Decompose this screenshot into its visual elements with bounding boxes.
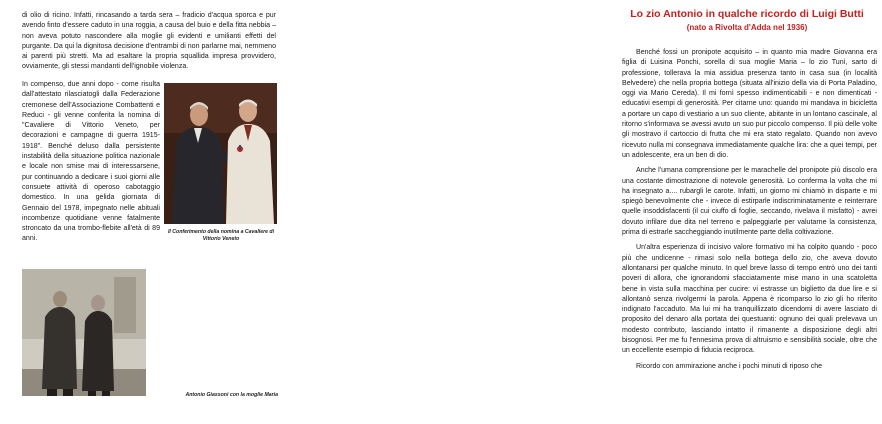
left-paragraph-1: di olio di ricino. Infatti, rincasando a tarda sera – fradicio d'acqua sporca e pur avendo finto d'essere caduto in una roggia, a causa del buio e della fitta nebbia – non aveva potuto nascondere alla moglie gli evidenti e umilianti effetti del purgante. Da qui la dignitosa decisione d'entrambi di non parlarne mai, nemmeno ai parenti più stretti. Ma ad esaltare la propria squallida impresa provvidero, ovviamente, gli stessi mandanti dell'ignobile violenza. xyxy=(22,12,276,71)
body-paragraph: Benché fossi un pronipote acquisito – in quanto mia madre Giovanna era figlia di Luisina Ponchi, sorella di sua moglie Maria – lo zio Tunì, sarto di professione, tollerava la mia assidua presenza tanto in casa sua (in località Belvedere) che nella propria bottega (situata all'inizio della via di Porta Paladino, oggi via Mario Cereda). Il mi fornì spesso indimenticabili - e non dimenticati - educativi esempi di generosità. Per citarne uno: quando mi mandava in bicicletta a portare un capo di vestiario a un suo cliente, abitante in un lontano cascinale, al ritorno s'informava se avessi avuto un suo pur piccolo compenso. Il più delle volte gli mostravo il cartoccio di frutta che mi era stato regalato. Quando non avevo ricevuto nulla mi consegnava immediatamente qualche lira: che a quei tempi, per un adolescente, era un ben di dio. xyxy=(622,49,877,159)
left-page xyxy=(0,0,300,424)
left-paragraph-2: In compenso, due anni dopo - come risulta dall'attestato rilasciatogli dalla Federazione cremonese dell'Associazione Combattenti e Reduci - gli venne conferita la nomina di "Cavaliere di Vittorio Veneto, per decorazioni e campagne di guerra 1915-1918". Benché deluso dalla persistente instabilità della situazione politica nazionale e locale non smise mai di interessarsene, pur continuando a dedicare i suoi giorni alle consuete attività di operoso cabotaggio domestico. In una gelida giornata di Gennaio del 1978, impegnato nelle abituali incombenze quotidiane venne fatalmente stroncato da una trombo-flebite all'età di 89 anni. xyxy=(22,81,160,243)
body-paragraph: Un'altra esperienza di incisivo valore formativo mi ha colpito quando - poco più che undicenne - rimasi solo nella bottega dello zio, che aveva dovuto allontanarsi per qualche minuto. In quel breve lasso di tempo entrò uno dei tanti poveri di allora, che ignorandomi sfacciatamente mise mano in una scatoletta bene in vista sulla macchina per cucire: vi estrasse un biglietto da due lire e si allontanò senza rivolgermi la parola. Appena è ricomparso lo zio gli ho riferito indignato l'accaduto. Ma lui mi ha tranquillizzato dicendomi di avere lasciato di proposito del denaro alla portata dei questuanti: ognuno dei quali prelevava un modesto contributo, lasciando intatto il rimanente a disposizione degli altri bisognosi. Per me fu l'ennesima prova di altruismo e sensibilità sociale, oltre che un eccellente esempio di fiducia reciproca. xyxy=(622,244,877,355)
article-subtitle: (nato a Rivolta d'Adda nel 1936) xyxy=(686,23,808,32)
photo-caption-1: Il Conferimento della nomina a Cavaliere di Vittorio Veneto xyxy=(167,229,275,242)
article-body xyxy=(622,48,877,372)
photo-caption-2: Antonio Giassoni con la moglie Maria xyxy=(185,392,278,398)
right-page xyxy=(300,0,877,424)
body-paragraph: Ricordo con ammirazione anche i pochi minuti di riposo che xyxy=(636,362,823,370)
couple-photo xyxy=(22,269,146,396)
article-title: Lo zio Antonio in qualche ricordo di Luigi Butti xyxy=(630,8,864,20)
ceremony-photo xyxy=(164,83,277,224)
body-paragraph: Anche l'umana comprensione per le marachelle del pronipote più discolo era una costante dimostrazione di notevole generosità. Lo conferma la volta che mi ha insegnato a.... rubargli le carote. Infatti, un giorno mi chiamò in disparte e mi spiegò benevolmente che - invece di estirparle indiscriminatamente e reinterrare quelle insoddisfacenti (il cui ciuffo di foglie, seccando, rivelava il misfatto) - avrei dovuto infilare due dita nel terreno e palpeggiarle per valutarne la consistenza, prima di estrarle saccheggiando inutilmente parte della coltivazione. xyxy=(622,167,877,237)
